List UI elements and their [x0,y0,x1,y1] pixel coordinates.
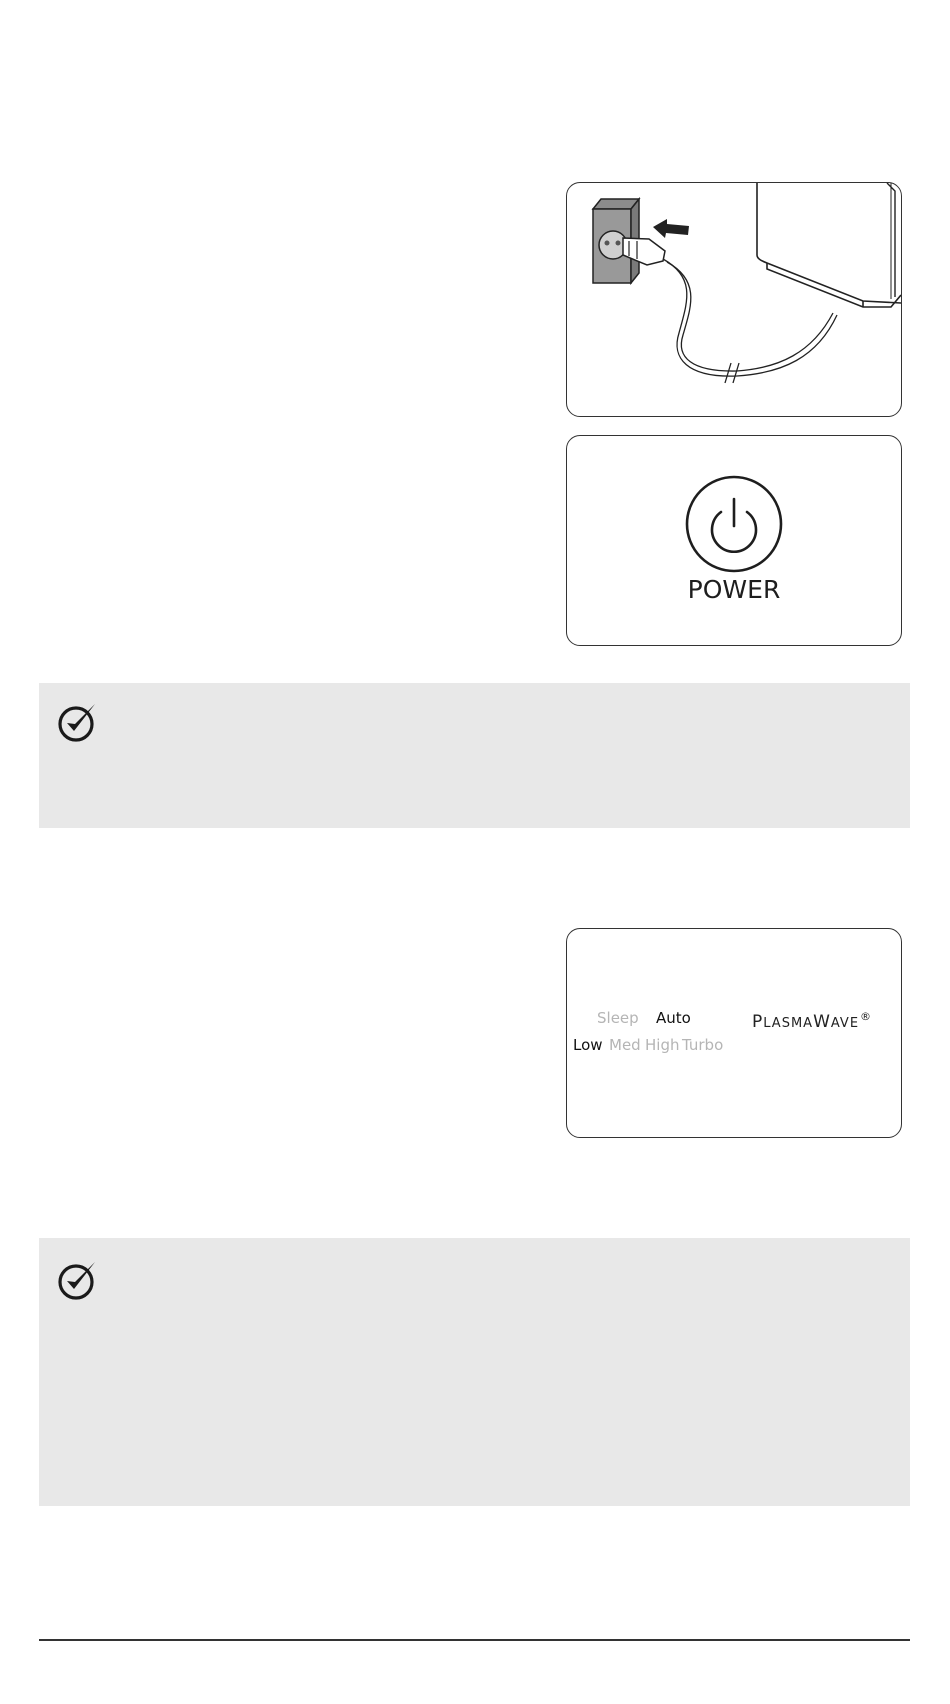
checkmark-circle-icon [57,700,101,744]
mode-sleep: Sleep [597,1009,639,1027]
power-icon [685,475,783,573]
power-button-panel [566,435,902,646]
mode-auto: Auto [656,1009,691,1027]
plug-into-outlet-illustration [567,183,901,416]
control-display-panel [566,928,902,1138]
checkmark-circle-icon [57,1258,101,1302]
footer-divider [39,1639,910,1641]
note-box [39,683,910,828]
power-label: POWER [687,575,781,604]
plug-illustration-panel [566,182,902,417]
plasmawave-logo: PLASMAWAVE® [752,1010,872,1032]
fan-high: High [645,1036,680,1054]
fan-med: Med [609,1036,641,1054]
note-box [39,1238,910,1506]
fan-turbo: Turbo [682,1036,724,1054]
fan-low: Low [573,1036,603,1054]
